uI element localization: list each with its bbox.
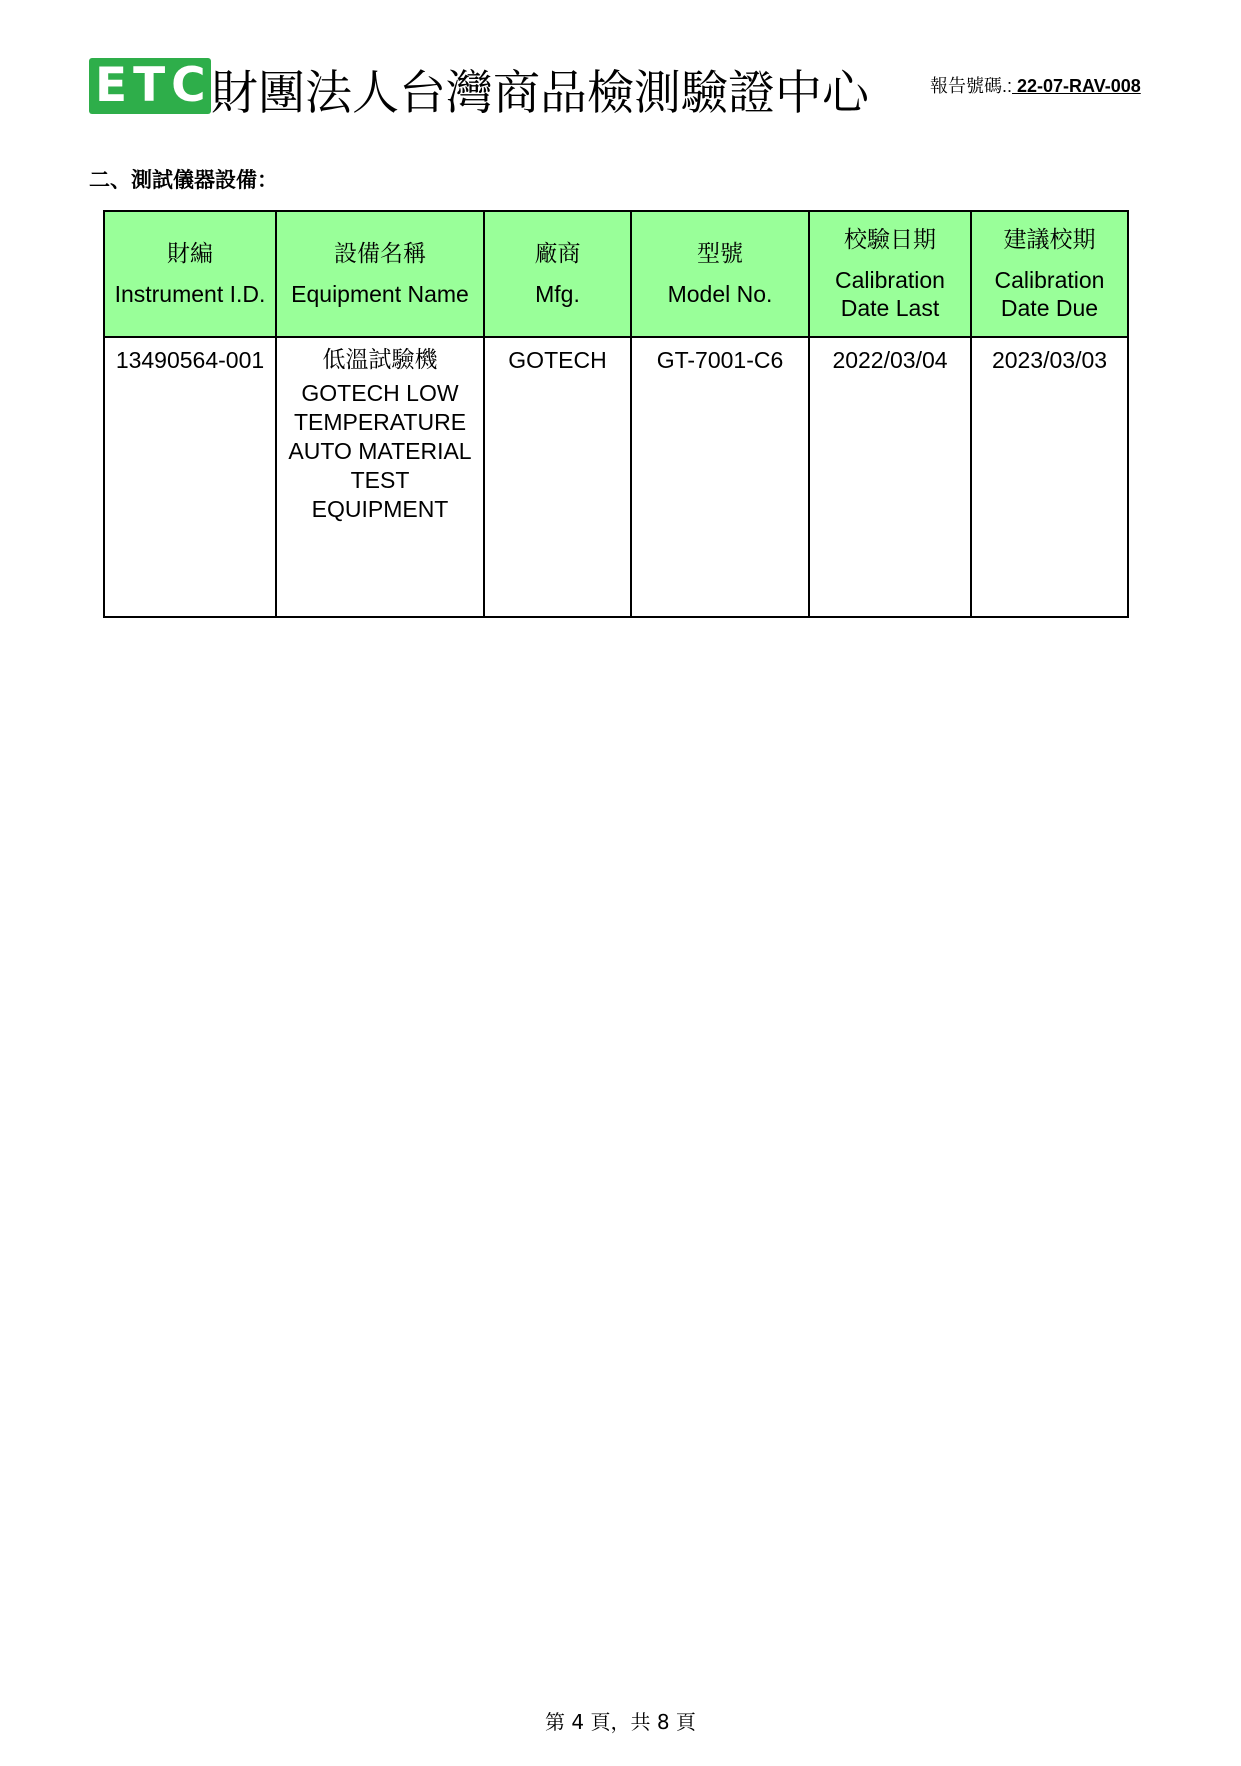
header-zh: 校驗日期 [844, 227, 936, 253]
report-number-value: 22-07-RAV-008 [1012, 76, 1141, 96]
page-number: 第 4 頁，共 8 頁 [545, 1710, 696, 1734]
table-row [104, 337, 1128, 617]
header-en: Equipment Name [291, 281, 469, 307]
equipment-table [103, 210, 1129, 618]
header-instrument-id [104, 211, 276, 337]
etc-logo: ETC [89, 58, 211, 114]
header-en: Calibration Date Due [994, 267, 1105, 321]
organization-name: 財團法人台灣商品檢測驗證中心 [211, 66, 869, 121]
header-en: Calibration Date Last [835, 267, 945, 321]
header-zh: 設備名稱 [334, 241, 426, 267]
header-zh: 型號 [697, 241, 743, 267]
header-model-no [631, 211, 809, 337]
header-zh: 建議校期 [1003, 227, 1096, 253]
header-en: Model No. [667, 281, 773, 307]
cell-cal-date-last: 2022/03/04 [809, 337, 971, 617]
section-title: 二、測試儀器設備： [89, 168, 278, 192]
equipment-name-zh: 低溫試驗機 [322, 347, 438, 373]
equipment-name-en: GOTECH LOW TEMPERATURE AUTO MATERIAL TEST EQUIPMENT [288, 380, 472, 522]
cell-mfg: GOTECH [484, 337, 631, 617]
header-en: Instrument I.D. [114, 281, 266, 307]
cell-model-no: GT-7001-C6 [631, 337, 809, 617]
table-header-row [104, 211, 1128, 337]
header-zh: 財編 [167, 241, 213, 267]
report-number-label: 報告號碼.: [930, 76, 1013, 96]
header-mfg [484, 211, 631, 337]
cell-equipment-name [276, 337, 484, 617]
report-number [930, 72, 1153, 98]
header-equipment-name [276, 211, 484, 337]
header-en: Mfg. [535, 281, 580, 307]
cell-cal-date-due: 2023/03/03 [971, 337, 1128, 617]
header-zh: 廠商 [534, 241, 581, 267]
header-cal-date-due [971, 211, 1128, 337]
cell-instrument-id: 13490564-001 [104, 337, 276, 617]
header-cal-date-last [809, 211, 971, 337]
